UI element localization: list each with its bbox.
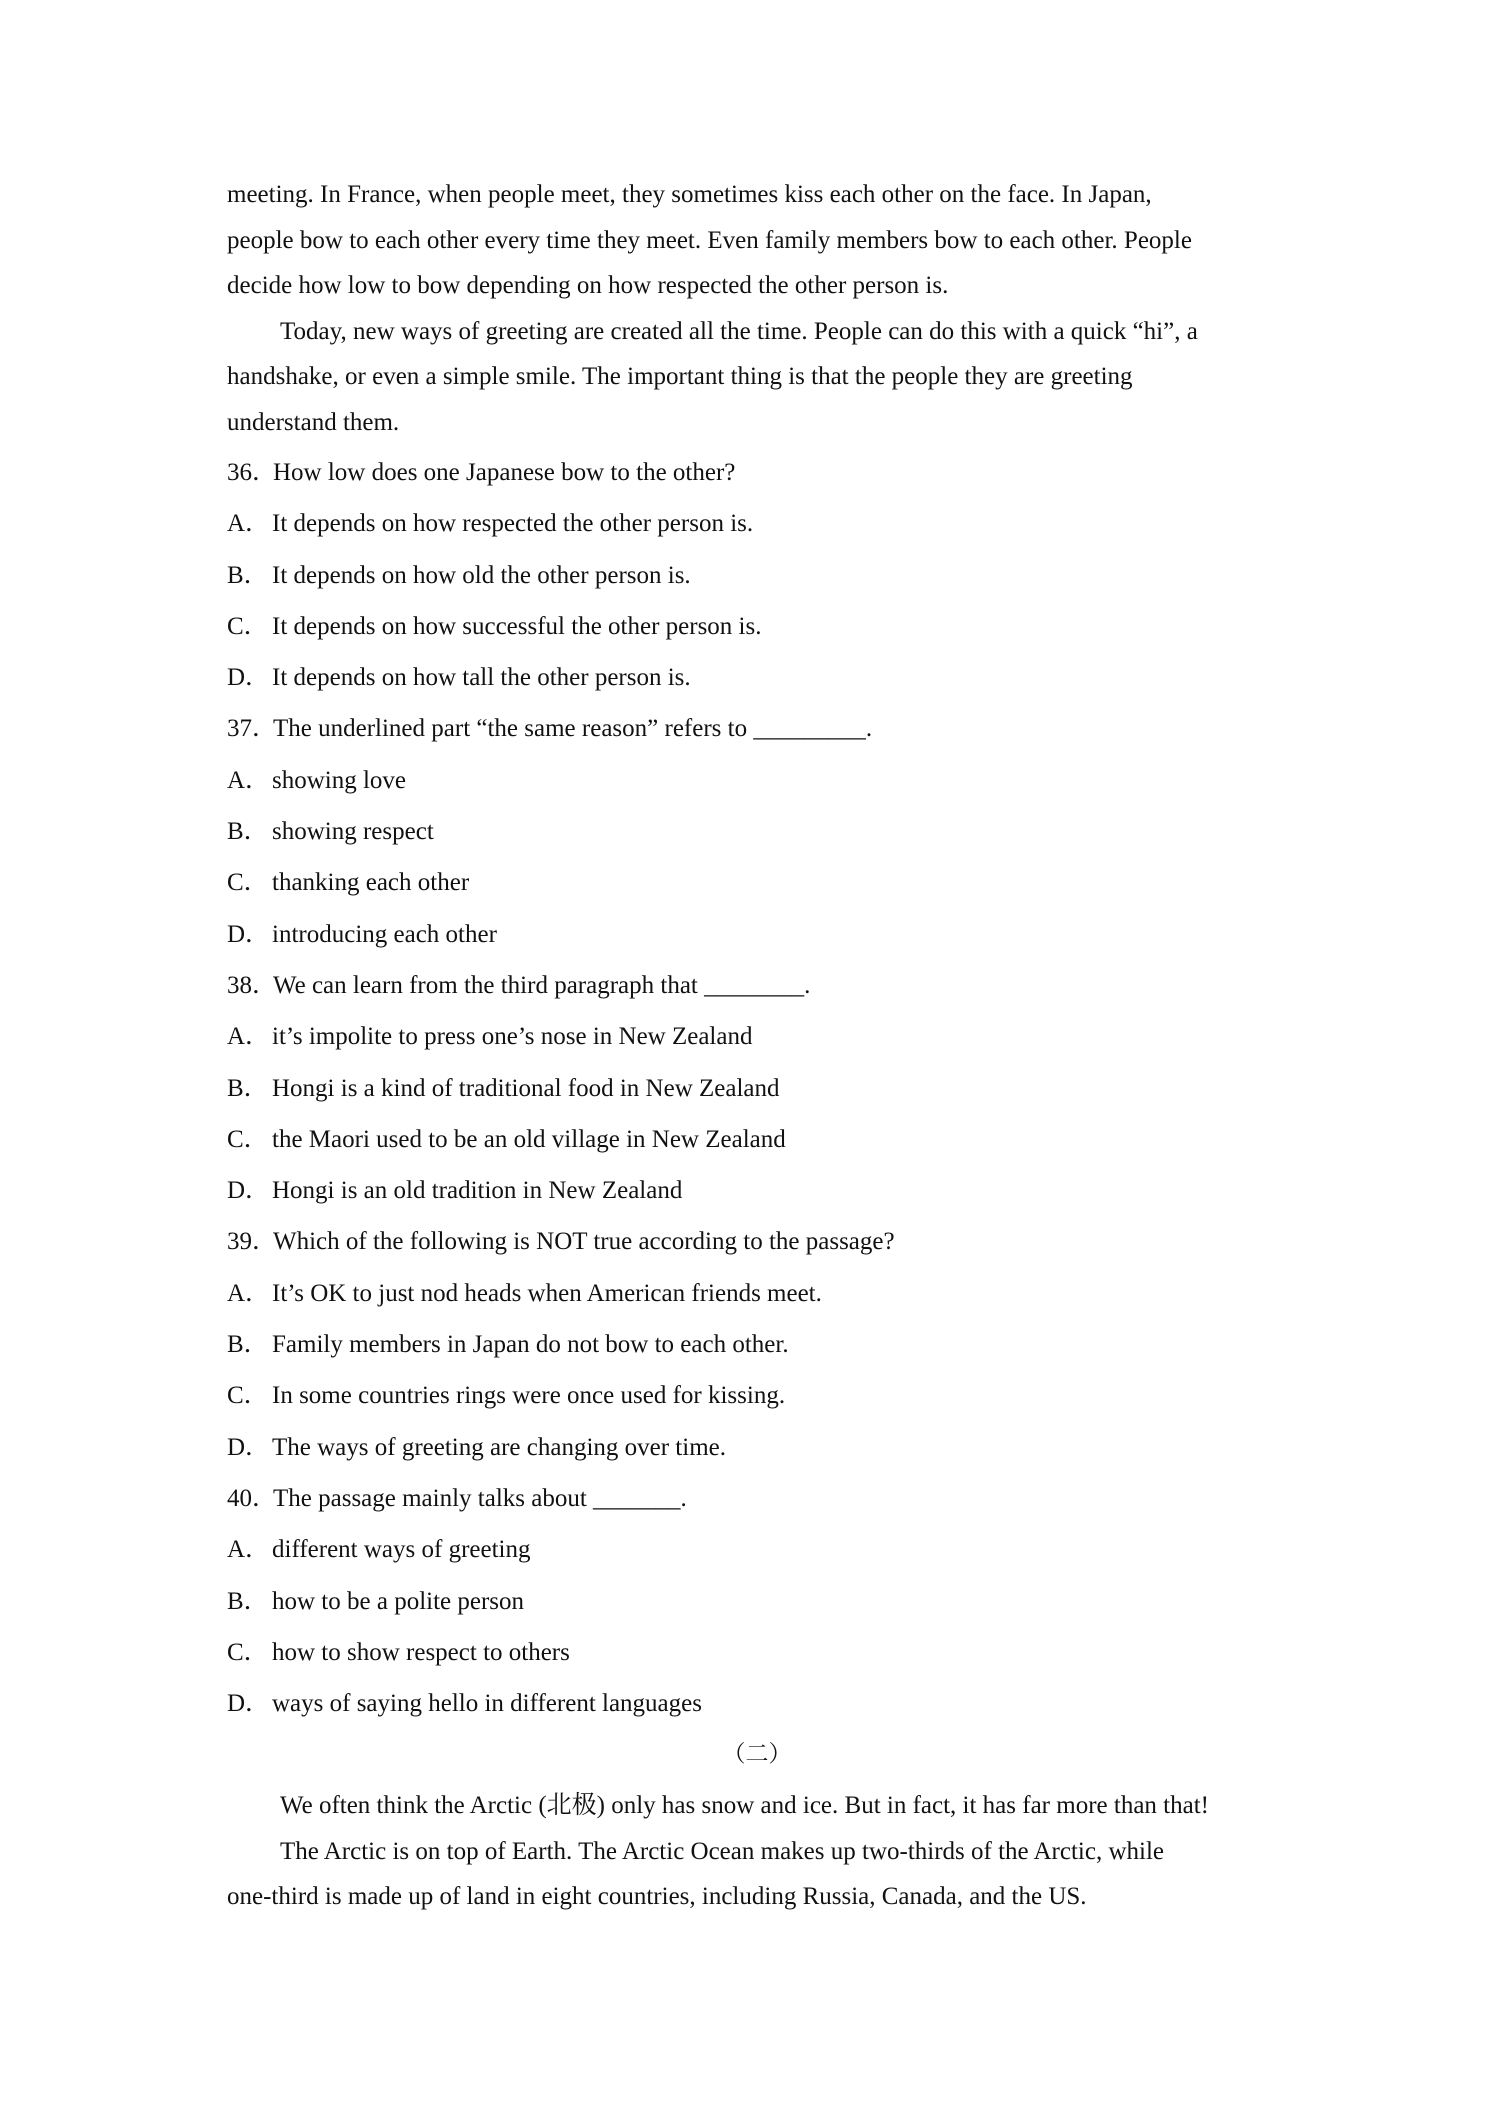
- question-stem: [227, 1216, 1267, 1267]
- question-text: The underlined part “the same reason” refers to _________.: [273, 715, 873, 743]
- option-c: [227, 601, 1267, 652]
- option-text: thanking each other: [272, 869, 470, 897]
- question-39: [227, 1216, 1267, 1472]
- text-line: meeting. In France, when people meet, they sometimes kiss each other on the face. In Japan,: [227, 181, 1152, 208]
- option-b: [227, 1063, 1267, 1114]
- option-letter: D．: [227, 920, 271, 948]
- option-d: [227, 1678, 1267, 1729]
- option-text: different ways of greeting: [272, 1536, 531, 1564]
- text-line: The Arctic is on top of Earth. The Arctic Ocean makes up two-thirds of the Arctic, while: [280, 1837, 1165, 1865]
- option-letter: B．: [227, 1331, 269, 1359]
- option-text: It depends on how old the other person is.: [272, 561, 691, 589]
- option-text: showing love: [272, 766, 407, 794]
- option-text: Family members in Japan do not bow to each other.: [272, 1331, 789, 1359]
- option-c: [227, 1114, 1267, 1165]
- document-page: [227, 172, 1267, 1920]
- option-letter: B．: [227, 1587, 269, 1615]
- option-letter: A．: [227, 1279, 271, 1307]
- option-letter: D．: [227, 1433, 271, 1461]
- section-heading: （二）: [722, 1741, 792, 1768]
- text-line: handshake, or even a simple smile. The important thing is that the people they are greeting: [227, 363, 1133, 390]
- option-letter: D．: [227, 1177, 271, 1205]
- option-a: [227, 1268, 1267, 1319]
- option-text: It depends on how tall the other person is.: [272, 664, 691, 692]
- option-text: It depends on how respected the other person is.: [272, 510, 754, 538]
- question-38: [227, 960, 1267, 1216]
- option-a: [227, 1524, 1267, 1575]
- option-text: Hongi is a kind of traditional food in New Zealand: [272, 1074, 780, 1102]
- option-letter: B．: [227, 561, 269, 589]
- option-letter: C．: [227, 612, 269, 640]
- option-text: In some countries rings were once used for kissing.: [272, 1382, 786, 1410]
- question-40: [227, 1473, 1267, 1729]
- option-c: [227, 1370, 1267, 1421]
- passage-one: [227, 172, 1267, 445]
- option-c: [227, 1627, 1267, 1678]
- question-number: 37．: [227, 715, 278, 743]
- question-number: 39．: [227, 1228, 278, 1256]
- option-letter: B．: [227, 1074, 269, 1102]
- text-line: decide how low to bow depending on how respected the other person is.: [227, 272, 949, 299]
- question-37: [227, 703, 1267, 959]
- question-stem: [227, 960, 1267, 1011]
- text-line: We often think the Arctic (北极) only has snow and ice. But in fact, it has far more than that!: [280, 1792, 1209, 1820]
- option-text: it’s impolite to press one’s nose in New Zealand: [272, 1023, 753, 1051]
- text-line: one-third is made up of land in eight countries, including Russia, Canada, and the US.: [227, 1883, 1087, 1911]
- question-number: 36．: [227, 459, 278, 486]
- option-letter: C．: [227, 869, 269, 897]
- text-line: people bow to each other every time they meet. Even family members bow to each other. People: [227, 226, 1192, 254]
- question-number: 40．: [227, 1484, 278, 1512]
- option-b: [227, 806, 1267, 857]
- option-text: It’s OK to just nod heads when American friends meet.: [272, 1279, 822, 1307]
- option-letter: A．: [227, 766, 271, 794]
- option-text: ways of saying hello in different languages: [272, 1690, 702, 1718]
- option-text: It depends on how successful the other person is.: [272, 612, 762, 640]
- paragraph: [227, 309, 1267, 446]
- question-stem: [227, 1473, 1267, 1524]
- passage-two: [227, 1783, 1267, 1920]
- option-a: [227, 1011, 1267, 1062]
- option-letter: C．: [227, 1638, 269, 1666]
- text-line: Today, new ways of greeting are created all the time. People can do this with a quick “hi”, a: [280, 317, 1198, 345]
- option-text: how to show respect to others: [272, 1638, 570, 1666]
- option-d: [227, 1165, 1267, 1216]
- text-line: understand them.: [227, 408, 400, 436]
- option-text: the Maori used to be an old village in New Zealand: [272, 1125, 786, 1153]
- option-letter: C．: [227, 1382, 269, 1410]
- option-a: [227, 755, 1267, 806]
- option-letter: A．: [227, 510, 271, 538]
- question-number: 38．: [227, 971, 278, 999]
- paragraph: [227, 1783, 1267, 1829]
- option-letter: D．: [227, 1690, 271, 1718]
- option-a: [227, 498, 1267, 549]
- question-stem: [227, 703, 1267, 754]
- option-d: [227, 1422, 1267, 1473]
- question-text: We can learn from the third paragraph that ________.: [273, 971, 811, 999]
- option-d: [227, 909, 1267, 960]
- option-letter: C．: [227, 1125, 269, 1153]
- option-c: [227, 857, 1267, 908]
- option-b: [227, 1319, 1267, 1370]
- option-text: The ways of greeting are changing over time.: [272, 1433, 726, 1461]
- option-text: introducing each other: [272, 920, 497, 948]
- option-text: showing respect: [272, 818, 434, 846]
- option-b: [227, 550, 1267, 601]
- option-text: how to be a polite person: [272, 1587, 525, 1615]
- paragraph: [227, 1829, 1267, 1920]
- option-letter: A．: [227, 1536, 271, 1564]
- option-letter: A．: [227, 1023, 271, 1051]
- option-b: [227, 1576, 1267, 1627]
- question-text: How low does one Japanese bow to the other?: [273, 459, 736, 486]
- question-stem: [227, 447, 1267, 498]
- question-text: The passage mainly talks about _______.: [273, 1484, 687, 1512]
- option-letter: D．: [227, 664, 271, 692]
- question-text: Which of the following is NOT true according to the passage?: [273, 1228, 895, 1256]
- question-36: [227, 447, 1267, 703]
- question-list: [227, 447, 1267, 1729]
- paragraph: [227, 172, 1267, 309]
- option-letter: B．: [227, 818, 269, 846]
- option-text: Hongi is an old tradition in New Zealand: [272, 1177, 683, 1205]
- option-d: [227, 652, 1267, 703]
